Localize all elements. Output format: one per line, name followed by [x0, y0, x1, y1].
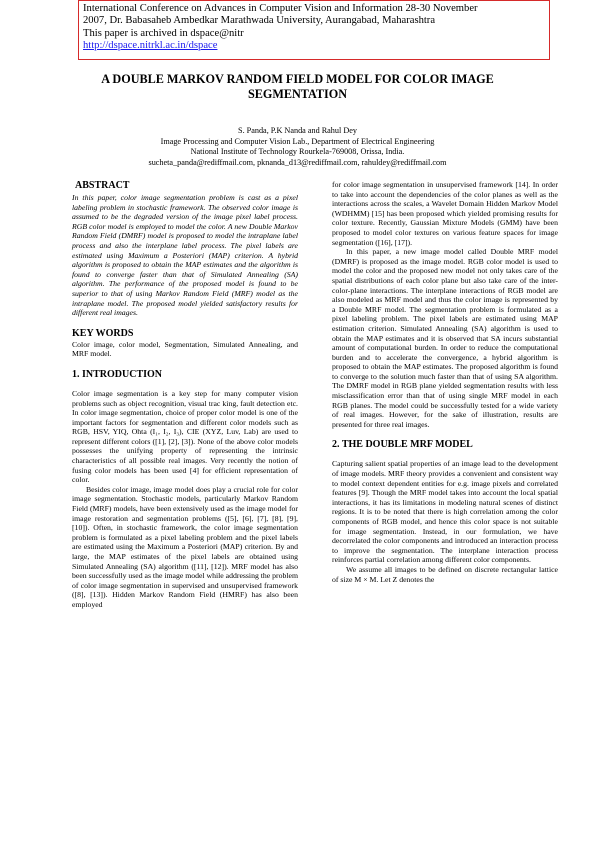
- banner-line-2: 2007, Dr. Babasaheb Ambedkar Marathwada University, Aurangabad, Maharashtra: [83, 15, 436, 27]
- intro-paragraph-3: for color image segmentation in unsupervised framework [14]. In order to take into account the dependencies of the color planes as well as the interactions across the scales, a Wavelet Domain Hidden Markov Model (WDHMM) [15] has been proposed which yielded promising results for color texture. Recently, Gaussian Mixture Models (GMM) have been proposed to model color textures on various feature spaces for image segmentation ([16], [17]).: [332, 180, 558, 247]
- intro-paragraph-4: In this paper, a new image model called Double MRF model (DMRF) is proposed as the image model. RGB color model is used to model the color and the proposed new model not only takes care of the spatial distributions of each color plane but also take care of the inter-color-plane interactions. The interplane interactions of RGB model are also modeled as MRF model and thus the color image is represented by a Double MRF model. The segmentation problem is formulated as a pixel labeling problem. The pixel labels are estimated using MAP estimation criterion. Simulated Annealing (SA) algorithm is used to obtain the MAP estimates and it is observed that SA incurs substantial amount of computational burden. In order to reduce the computational burden and to accelerate the convergence, a hybrid algorithm is proposed to obtain the MAP estimates. The proposed algorithm is found to converge to the solution much faster than that of using SA algorithm. The DMRF model in RGB plane yielded segmentation results with less misclassification error than that of using single MRF model in each RGB planes. The model could be successfully tested for a wide variety of real images. However, for the sake of illustration, results are presented for three real images.: [332, 247, 558, 429]
- keywords-text: Color image, color model, Segmentation, Simulated Annealing, and MRF model.: [72, 339, 298, 359]
- banner-line-3: This paper is archived in dspace@nitr: [83, 27, 244, 39]
- banner-line-1: International Conference on Advances in Computer Vision and Information 28-30 November: [83, 3, 478, 14]
- archive-banner: [78, 0, 550, 60]
- keywords-heading: KEY WORDS: [72, 327, 134, 339]
- author-emails: sucheta_panda@rediffmail.com, pknanda_d13@rediffmail.com, rahuldey@rediffmail.com: [148, 157, 447, 167]
- paper-title: A DOUBLE MARKOV RANDOM FIELD MODEL FOR COLOR IMAGE SEGMENTATION: [101, 72, 494, 101]
- introduction-heading: 1. INTRODUCTION: [72, 368, 163, 380]
- dspace-link[interactable]: http://dspace.nitrkl.ac.in/dspace: [83, 40, 218, 52]
- author-names: S. Panda, P.K Nanda and Rahul Dey: [238, 126, 357, 135]
- abstract-text: In this paper, color image segmentation problem is cast as a pixel labeling problem in stochastic framework. The observed color image is assumed to be the degraded version of the image pixel label process. RGB color model is employed to model the color. A new Double Markov Random Field (DMRF) model is proposed to model the intraplane label process and also the interplane label process. The pixel labels are estimated using Maximum a Posteriori (MAP) criterion. A hybrid algorithm is proposed to obtain the MAP estimates and the algorithm is found to converge faster than that of Simulated Annealing (SA) algorithm. The performance of the proposed model is found to be superior to that of using Markov Random Field (MRF) model as the intraplane model. The proposed model yielded satisfactory results for different real images.: [72, 193, 298, 318]
- author-block: [60, 126, 535, 168]
- section-2-paragraph-1: Capturing salient spatial properties of an image lead to the development of image models. MRF theory provides a convenient and consistent way to model context dependent entities for e.g. image pixels and correlated features [9]. Though the MRF model takes into account the local spatial interactions, it has its limitations in modeling natural scenes of distinct regions. It is to be noted that there is high correlation among the color components of RGB model, and hence this color space is not suitable for image segmentation. Instead, in our formulation, we have decorrelated the color components and introduced an interaction process to improve the segmentation. The interplane interaction process reinforces partial correlation among different color components.: [332, 459, 558, 565]
- abstract-heading: ABSTRACT: [75, 180, 130, 191]
- intro-paragraph-1: Color image segmentation is a key step for many computer vision problems such as object recognition, visual trac king, fault detection etc. In color image segmentation, choice of proper color model is one of the important factors for segmentation and different color models such as RGB, HSV, YIQ, Ohta (I₁, I₂, I₃), CIE (XYZ, Luv, Lab) are used to represent different colors ([1], [2], [3]). None of the above color models possesses the unifying property of representing the intrinsic characteristics of all possible real images. Very recently the notion of fusing color models has been used [4] for efficient representation of color.: [72, 388, 298, 485]
- left-column: [72, 180, 298, 610]
- section-2-heading: 2. THE DOUBLE MRF MODEL: [332, 439, 473, 451]
- right-column: [332, 180, 558, 584]
- section-2-paragraph-2: We assume all images to be defined on discrete rectangular lattice of size M × M. Let Z denotes the: [332, 564, 558, 584]
- intro-paragraph-2: Besides color image, image model does play a crucial role for color image segmentation. Stochastic models, particularly Markov Random Field (MRF) models, have been extensively used as the image model for image restoration and segmentation problems ([5], [6], [7], [8], [9], [10]). Often, in stochastic framework, the color image segmentation problem is formulated as a pixel labeling problem and the pixel labels are estimated using the Maximum a Posteriori (MAP) criterion. By and large, the MAP estimates of the pixel labels are obtained using Simulated Annealing (SA) algorithm ([11], [12]). MRF model has also been successfully used as the image model while addressing the problem of color image segmentation in supervised and unsupervised framework ([8], [13]). Hidden Markov Random Field (HMRF) has also been employed: [72, 484, 298, 609]
- affiliation-line-2: National Institute of Technology Rourkela-769008, Orissa, India.: [190, 147, 405, 156]
- affiliation-line-1: Image Processing and Computer Vision Lab., Department of Electrical Engineering: [160, 136, 435, 146]
